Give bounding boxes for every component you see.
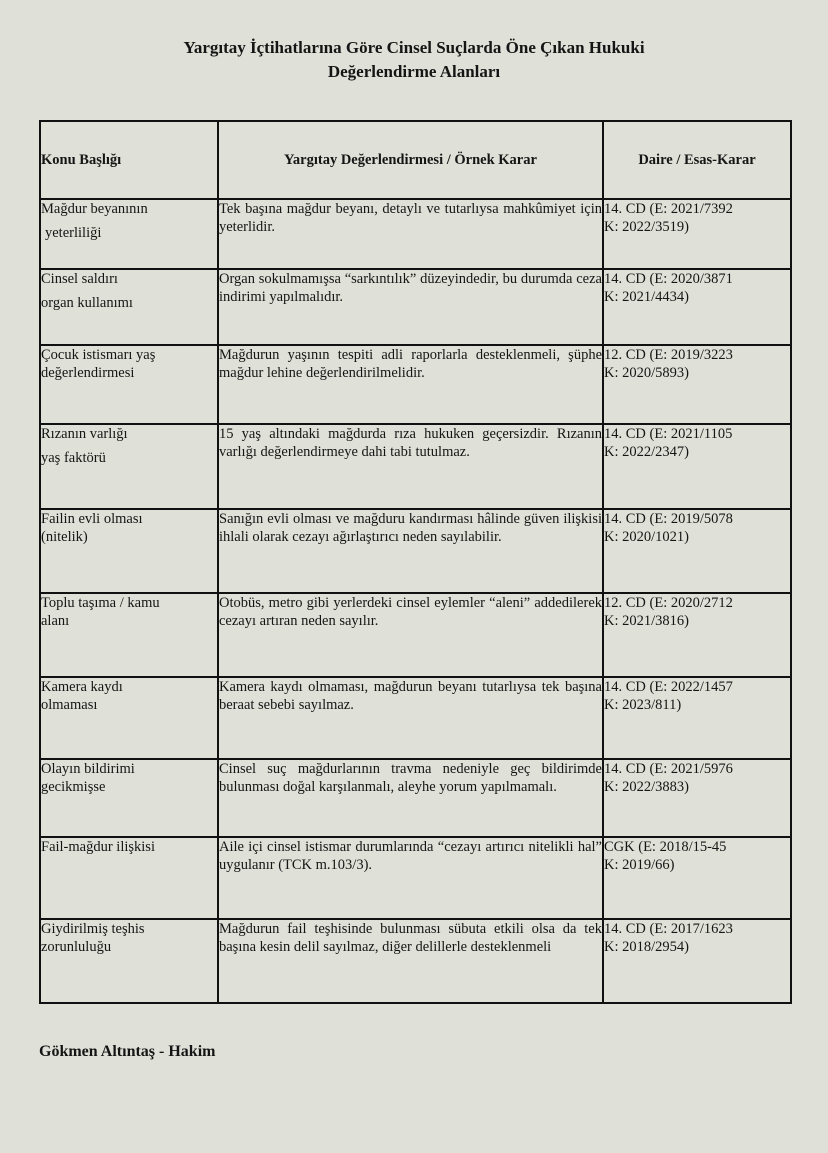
topic-cell [40,677,218,759]
topic-line-2: zorunluluğu [41,939,112,955]
evaluation-cell: Mağdurun fail teşhisinde bulunması sübuta etkili olsa da tek başına kesin delil sayılmaz, diğer delillerle desteklenmeli [218,919,603,1003]
reference-cell [603,593,791,677]
reference-line-2: K: 2018/2954) [604,939,689,955]
topic-line-2: değerlendirmesi [41,365,135,381]
reference-line-2: K: 2021/3816) [604,613,689,629]
table-row [40,424,791,509]
topic-line-2: gecikmişse [41,779,106,795]
reference-cell [603,424,791,509]
evaluation-cell: Kamera kaydı olmaması, mağdurun beyanı tutarlıysa tek başına beraat sebebi sayılmaz. [218,677,603,759]
reference-line-2: K: 2019/66) [604,857,675,873]
reference-line-1: 14. CD (E: 2021/5976 [604,761,733,777]
topic-cell [40,593,218,677]
reference-cell [603,509,791,593]
reference-line-1: CGK (E: 2018/15-45 [604,839,727,855]
topic-cell [40,509,218,593]
author-signature: Gökmen Altıntaş - Hakim [39,1043,216,1060]
topic-line-1: Cinsel saldırı [41,271,118,287]
topic-line-1: Rızanın varlığı [41,426,128,442]
topic-cell [40,199,218,269]
reference-line-2: K: 2020/1021) [604,529,689,545]
title-line-1: Yargıtay İçtihatlarına Göre Cinsel Suçlarda Öne Çıkan Hukuki [183,38,645,57]
table-row [40,509,791,593]
topic-line-1: Kamera kaydı [41,679,123,695]
reference-line-1: 14. CD (E: 2021/7392 [604,201,733,217]
table-row [40,677,791,759]
reference-line-1: 12. CD (E: 2019/3223 [604,347,733,363]
reference-line-2: K: 2022/3519) [604,219,689,235]
evaluation-cell: Otobüs, metro gibi yerlerdeki cinsel eylemler “aleni” addedilerek cezayı artıran neden sayılır. [218,593,603,677]
evaluation-cell: Aile içi cinsel istismar durumlarında “cezayı artırıcı nitelikli hal” uygulanır (TCK m.103/3). [218,837,603,919]
reference-cell [603,345,791,424]
topic-line-2: yeterliliği [45,225,102,241]
evaluation-cell: Tek başına mağdur beyanı, detaylı ve tutarlıysa mahkûmiyet için yeterlidir. [218,199,603,269]
header-topic: Konu Başlığı [40,121,218,199]
reference-cell [603,269,791,345]
rulings-table [39,120,792,1004]
table-row [40,919,791,1003]
topic-line-1: Mağdur beyanının [41,201,148,217]
evaluation-cell: Organ sokulmamışsa “sarkıntılık” düzeyindedir, bu durumda ceza indirimi yapılmalıdır. [218,269,603,345]
evaluation-cell: 15 yaş altındaki mağdurda rıza hukuken geçersizdir. Rızanın varlığı değerlendirmeye dahi tabi tutulmaz. [218,424,603,509]
title-line-2: Değerlendirme Alanları [327,62,501,81]
topic-line-2: (nitelik) [41,529,88,545]
topic-line-2: yaş faktörü [41,450,106,466]
topic-line-1: Olayın bildirimi [41,761,135,777]
table-row [40,759,791,837]
evaluation-cell: Cinsel suç mağdurlarının travma nedeniyle geç bildirimde bulunması doğal karşılanmalı, aleyhe yorum yapılmamalı. [218,759,603,837]
reference-line-2: K: 2023/811) [604,697,682,713]
header-evaluation: Yargıtay Değerlendirmesi / Örnek Karar [218,121,603,199]
reference-line-2: K: 2020/5893) [604,365,689,381]
topic-cell [40,919,218,1003]
table-row [40,837,791,919]
table-row [40,269,791,345]
table-header-row [40,121,791,199]
evaluation-cell: Sanığın evli olması ve mağduru kandırması hâlinde güven ilişkisi ihlali olarak cezayı ağırlaştırıcı neden sayılabilir. [218,509,603,593]
reference-line-2: K: 2022/3883) [604,779,689,795]
reference-cell [603,837,791,919]
reference-cell [603,759,791,837]
reference-line-1: 14. CD (E: 2019/5078 [604,511,733,527]
topic-line-1: Fail-mağdur ilişkisi [41,839,155,855]
topic-line-1: Failin evli olması [41,511,143,527]
reference-line-2: K: 2021/4434) [604,289,689,305]
evaluation-cell: Mağdurun yaşının tespiti adli raporlarla desteklenmeli, şüphe mağdur lehine değerlendirilmelidir. [218,345,603,424]
reference-line-1: 14. CD (E: 2022/1457 [604,679,733,695]
table-row [40,345,791,424]
topic-cell [40,269,218,345]
reference-cell [603,677,791,759]
topic-line-1: Giydirilmiş teşhis [41,921,145,937]
header-reference: Daire / Esas-Karar [603,121,791,199]
reference-line-1: 12. CD (E: 2020/2712 [604,595,733,611]
reference-line-1: 14. CD (E: 2020/3871 [604,271,733,287]
topic-cell [40,345,218,424]
topic-cell [40,759,218,837]
document-title [90,36,738,84]
table-row [40,199,791,269]
table-row [40,593,791,677]
topic-line-1: Toplu taşıma / kamu [41,595,160,611]
reference-line-1: 14. CD (E: 2017/1623 [604,921,733,937]
topic-line-2: organ kullanımı [41,295,133,311]
topic-line-1: Çocuk istismarı yaş [41,347,156,363]
topic-cell [40,837,218,919]
topic-line-2: olmaması [41,697,98,713]
reference-cell [603,199,791,269]
reference-line-1: 14. CD (E: 2021/1105 [604,426,733,442]
topic-cell [40,424,218,509]
reference-line-2: K: 2022/2347) [604,444,689,460]
topic-line-2: alanı [41,613,70,629]
reference-cell [603,919,791,1003]
